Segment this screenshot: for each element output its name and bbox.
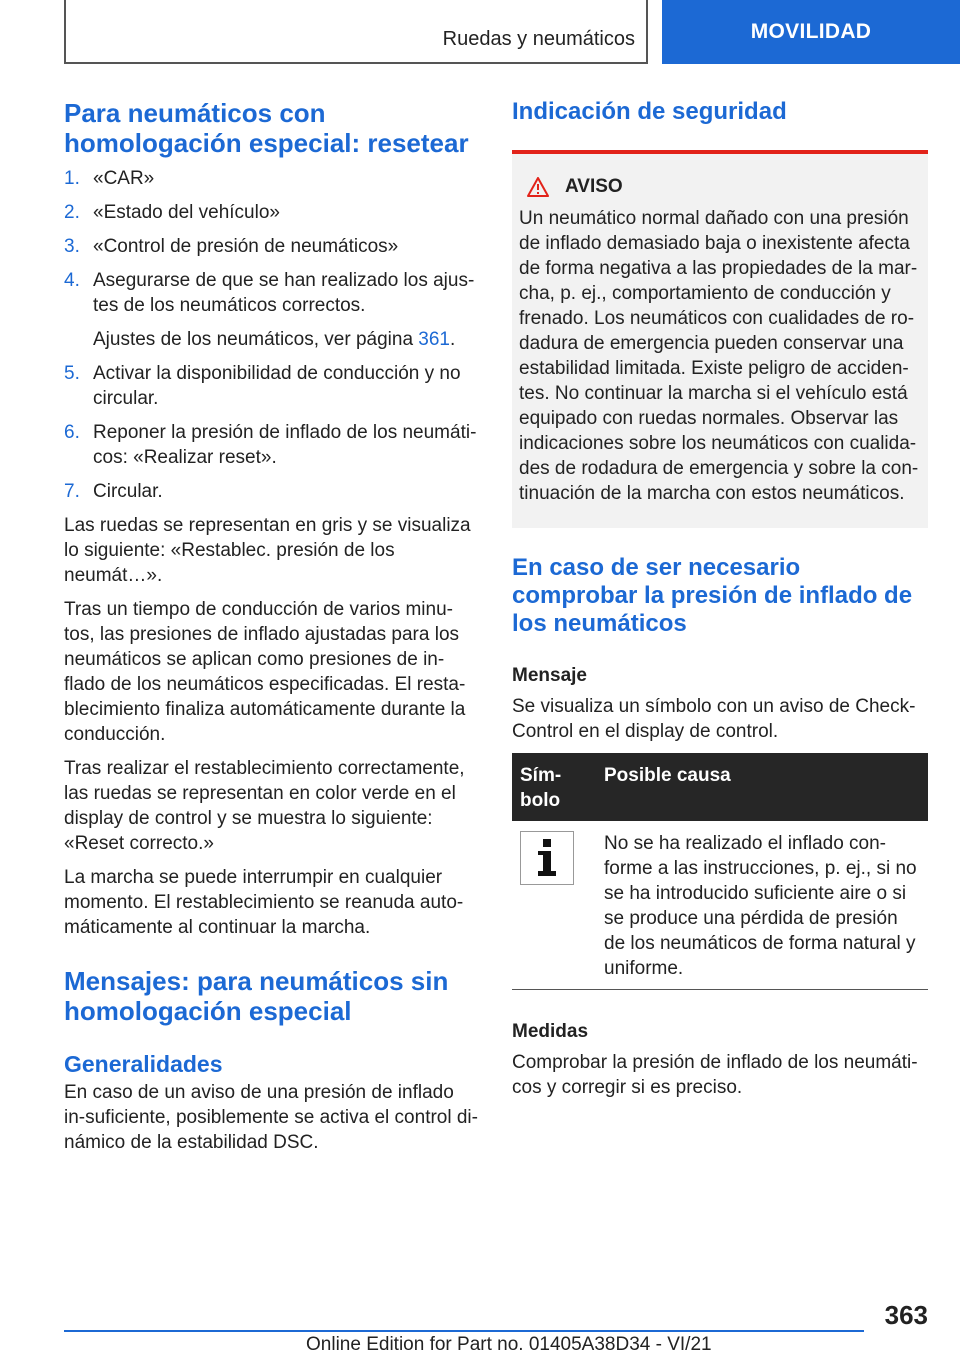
step-number: 5. xyxy=(64,363,80,384)
list-item xyxy=(64,479,478,504)
table-header-row xyxy=(512,753,928,821)
symbol-cell xyxy=(512,821,596,990)
step-reference: Ajustes de los neumáticos, ver página 361. xyxy=(93,329,456,350)
list-item xyxy=(64,234,478,259)
page-number: 363 xyxy=(884,1300,928,1330)
chapter-tab[interactable]: MOVILIDAD xyxy=(662,0,960,64)
symbol-table xyxy=(512,753,928,990)
footer-divider xyxy=(64,1330,864,1332)
step-text: Reponer la presión de inflado de los neumáti-cos: «Realizar reset». xyxy=(93,422,477,468)
info-icon xyxy=(520,831,574,885)
paragraph: Comprobar la presión de inflado de los neumáti-cos y corregir si es preciso. xyxy=(512,1052,918,1098)
step-text: Circular. xyxy=(93,481,163,502)
column-header-cause: Posible causa xyxy=(596,753,928,821)
step-number: 4. xyxy=(64,270,80,291)
heading-check-pressure: En caso de ser necesario comprobar la presión de inflado de los neumáticos xyxy=(512,554,913,637)
step-text: Activar la disponibilidad de conducción y no circular. xyxy=(93,363,461,409)
step-text: Asegurarse de que se han realizado los ajus-tes de los neumáticos correctos. xyxy=(93,270,475,316)
subheading-general: Generalidades xyxy=(64,1051,223,1077)
message-heading: Mensaje xyxy=(512,665,587,686)
page-link[interactable]: 361 xyxy=(418,329,450,350)
right-column xyxy=(512,98,928,1109)
step-number: 3. xyxy=(64,236,80,257)
list-item xyxy=(64,420,478,470)
info-glyph-icon xyxy=(536,839,558,877)
heading-reset: Para neumáticos con homologación especial: resetear xyxy=(64,98,469,158)
step-text: «CAR» xyxy=(93,168,155,189)
paragraph: La marcha se puede interrumpir en cualquier momento. El restablecimiento se reanuda auto-máticamente al continuar la marcha. xyxy=(64,867,464,938)
column-header-symbol: Sím-bolo xyxy=(512,753,596,821)
table-row xyxy=(512,821,928,990)
step-text: «Estado del vehículo» xyxy=(93,202,280,223)
step-number: 1. xyxy=(64,168,80,189)
heading-safety: Indicación de seguridad xyxy=(512,98,787,125)
left-column xyxy=(64,98,478,1164)
paragraph: Tras realizar el restablecimiento correctamente, las ruedas se representan en color verde en el display de control y se muestra lo siguiente: «Reset correcto.» xyxy=(64,758,465,854)
paragraph: Las ruedas se representan en gris y se visualiza lo siguiente: «Restablec. presión de los neumát…». xyxy=(64,515,471,586)
heading-messages: Mensajes: para neumáticos sin homologación especial xyxy=(64,966,449,1026)
measures-heading: Medidas xyxy=(512,1021,589,1042)
paragraph: Se visualiza un símbolo con un aviso de Check-Control en el display de control. xyxy=(512,696,916,742)
step-text: «Control de presión de neumáticos» xyxy=(93,236,399,257)
reset-steps xyxy=(64,166,478,504)
list-item xyxy=(64,361,478,411)
warning-title: AVISO xyxy=(565,176,623,197)
step-number: 7. xyxy=(64,481,80,502)
warning-text: Un neumático normal dañado con una presión de inflado demasiado baja o inexistente afecta de forma negativa a las propiedades de la mar-cha, p. ej., comportamiento de conducción y frenado. Los neumáticos con cualidades de ro-dadura de emergencia pueden conservar una estabilidad limitada. Existe peligro de acciden-tes. No continuar la marcha si el vehículo está equipado con ruedas normales. Observar las indicaciones sobre los neumáticos con cualida-des de rodadura de emergencia y sobre la con-tinuación de la marcha con estos neumáticos. xyxy=(519,208,919,504)
warning-header xyxy=(519,176,922,198)
list-item xyxy=(64,166,478,191)
section-title: Ruedas y neumáticos xyxy=(442,28,635,50)
cause-cell: No se ha realizado el inflado con-forme a las instrucciones, p. ej., si no se ha introducido suficiente aire o si se produce una pérdida de presión de los neumáticos de forma natural y uniforme. xyxy=(596,821,928,990)
warning-box xyxy=(512,150,928,528)
paragraph: En caso de un aviso de una presión de inflado in-suficiente, posiblemente se activa el control di-námico de la estabilidad DSC. xyxy=(64,1082,478,1153)
warning-triangle-icon xyxy=(527,177,549,197)
step-number: 6. xyxy=(64,422,80,443)
list-item xyxy=(64,200,478,225)
footer-edition: Online Edition for Part no. 01405A38D34 - VI/21 xyxy=(306,1334,712,1355)
list-item xyxy=(64,268,478,352)
paragraph: Tras un tiempo de conducción de varios minu-tos, las presiones de inflado ajustadas para los neumáticos se aplican como presiones de in-flado de los neumáticos especificadas. El resta-blecimiento finaliza automáticamente durante la conducción. xyxy=(64,599,466,745)
step-number: 2. xyxy=(64,202,80,223)
